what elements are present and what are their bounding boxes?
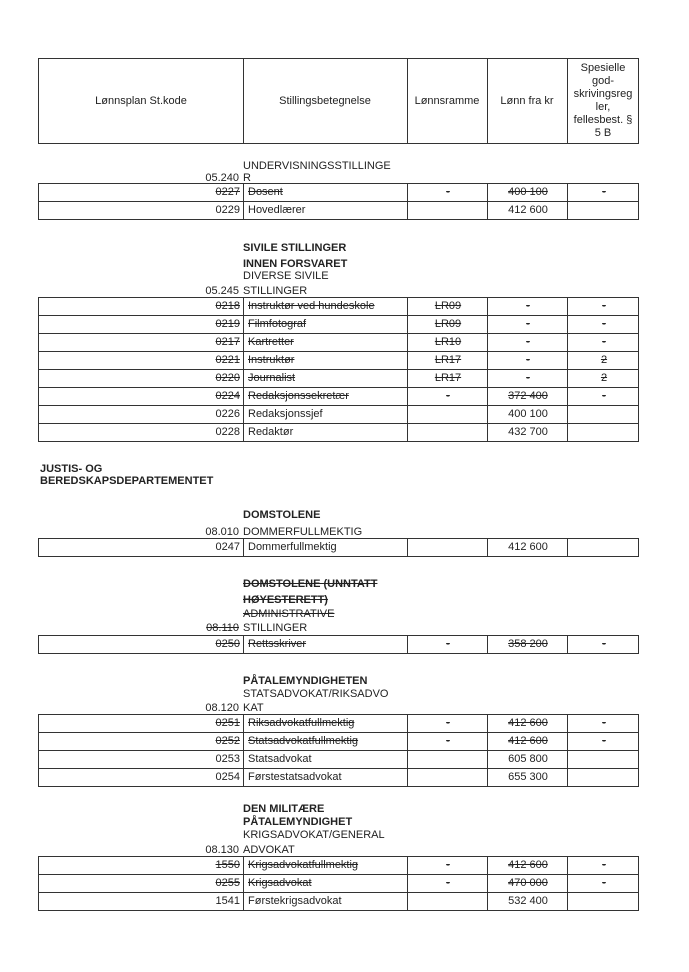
salary-from: -	[487, 334, 568, 351]
salary-from: 655 300	[487, 769, 568, 786]
position-code: 0252	[215, 735, 240, 747]
salary-from: 412 600	[487, 857, 568, 874]
section-code: 08.130	[205, 844, 239, 856]
pay-scale	[407, 424, 488, 441]
section-code: 05.240	[205, 172, 239, 184]
special-rules	[567, 406, 640, 423]
pay-scale: LR09	[407, 316, 488, 333]
salary-from: 358 200	[487, 636, 568, 653]
section-title: KRIGSADVOKAT/GENERAL	[243, 829, 385, 841]
position-name: Dommerfullmektig	[243, 539, 408, 556]
section-title: KAT	[243, 702, 264, 714]
salary-from: -	[487, 316, 568, 333]
salary-from: -	[487, 352, 568, 369]
section-title: STATSADVOKAT/RIKSADVO	[243, 688, 389, 700]
pay-scale	[407, 406, 488, 423]
special-rules: -	[567, 733, 640, 750]
table-row	[39, 539, 638, 556]
special-rules: -	[567, 636, 640, 653]
position-code: 1550	[215, 859, 240, 871]
header-lonnsplan: Lønnsplan St.kode	[39, 59, 244, 143]
section-title: ADVOKAT	[243, 844, 295, 856]
pay-scale	[407, 202, 488, 219]
header-spesielle: Spesielle god-skrivingsreg ler, fellesbest. § 5 B	[573, 62, 633, 139]
special-rules: 2	[567, 352, 640, 369]
pay-scale: -	[407, 733, 488, 750]
special-rules: -	[567, 184, 640, 201]
table-row	[39, 733, 638, 751]
table-row	[39, 636, 638, 653]
table-header	[38, 58, 639, 144]
section-title: INNEN FORSVARET	[243, 258, 348, 270]
pay-scale: -	[407, 875, 488, 892]
position-name: Instruktør	[243, 352, 408, 369]
section-title: DOMMERFULLMEKTIG	[243, 526, 363, 538]
table-row	[39, 334, 638, 352]
pay-scale: -	[407, 857, 488, 874]
pay-scale	[407, 893, 488, 910]
position-code: 0220	[215, 372, 240, 384]
table	[38, 714, 639, 787]
pay-scale	[407, 751, 488, 768]
section-title: PÅTALEMYNDIGHETEN	[243, 675, 368, 687]
salary-from: 400 100	[487, 406, 568, 423]
table-row	[39, 316, 638, 334]
position-code: 0229	[215, 204, 240, 216]
pay-scale: -	[407, 184, 488, 201]
salary-from: 605 800	[487, 751, 568, 768]
section-title: UNDERVISNINGSSTILLINGE	[243, 160, 391, 172]
table	[38, 183, 639, 220]
section-title: PÅTALEMYNDIGHET	[243, 816, 353, 828]
position-name: Førstekrigsadvokat	[243, 893, 408, 910]
section-title: DIVERSE SIVILE	[243, 270, 329, 282]
pay-scale: -	[407, 636, 488, 653]
position-code: 0255	[215, 877, 240, 889]
table-row	[39, 751, 638, 769]
table	[38, 538, 639, 557]
position-code: 1541	[215, 895, 240, 907]
header-lonn-fra: Lønn fra kr	[487, 59, 568, 143]
special-rules: -	[567, 857, 640, 874]
position-name: Instruktør ved hundeskole	[243, 298, 408, 315]
position-code: 0250	[215, 638, 240, 650]
pay-scale	[407, 539, 488, 556]
special-rules	[567, 424, 640, 441]
position-name: Rettsskriver	[243, 636, 408, 653]
special-rules: -	[567, 875, 640, 892]
position-name: Redaksjonssjef	[243, 406, 408, 423]
position-code: 0251	[215, 717, 240, 729]
section-code: 05.245	[205, 285, 239, 297]
section-title: ADMINISTRATIVE	[243, 608, 335, 620]
table-row	[39, 184, 638, 202]
salary-from: -	[487, 370, 568, 387]
table-row	[39, 406, 638, 424]
position-name: Redaktør	[243, 424, 408, 441]
special-rules	[567, 769, 640, 786]
section-title: STILLINGER	[243, 285, 308, 297]
table-row	[39, 857, 638, 875]
position-name: Journalist	[243, 370, 408, 387]
table-row	[39, 298, 638, 316]
salary-from: 372 400	[487, 388, 568, 405]
position-code: 0227	[215, 186, 240, 198]
pay-scale	[407, 769, 488, 786]
special-rules	[567, 539, 640, 556]
header-stillingsbetegnelse: Stillingsbetegnelse	[243, 59, 408, 143]
salary-from: 532 400	[487, 893, 568, 910]
position-code: 0254	[215, 771, 240, 783]
section-title: DOMSTOLENE	[243, 509, 321, 521]
pay-scale: LR09	[407, 298, 488, 315]
special-rules: -	[567, 316, 640, 333]
special-rules	[567, 202, 640, 219]
position-code: 0217	[215, 336, 240, 348]
special-rules: -	[567, 334, 640, 351]
pay-scale: LR10	[407, 334, 488, 351]
salary-from: 412 600	[487, 733, 568, 750]
position-name: Hovedlærer	[243, 202, 408, 219]
department-title: JUSTIS- OG	[40, 463, 103, 475]
special-rules	[567, 893, 640, 910]
position-name: Riksadvokatfullmektig	[243, 715, 408, 732]
position-name: Redaksjonssekretær	[243, 388, 408, 405]
special-rules: -	[567, 388, 640, 405]
table-row	[39, 893, 638, 910]
special-rules: -	[567, 298, 640, 315]
salary-from: 470 000	[487, 875, 568, 892]
position-name: Dosent	[243, 184, 408, 201]
salary-from: 412 600	[487, 715, 568, 732]
salary-from: 400 100	[487, 184, 568, 201]
salary-from: 432 700	[487, 424, 568, 441]
pay-scale: LR17	[407, 370, 488, 387]
position-code: 0224	[215, 390, 240, 402]
pay-scale: LR17	[407, 352, 488, 369]
header-lonnsramme: Lønnsramme	[407, 59, 488, 143]
pay-scale: -	[407, 388, 488, 405]
salary-from: -	[487, 298, 568, 315]
special-rules: 2	[567, 370, 640, 387]
section-title: STILLINGER	[243, 622, 308, 634]
position-code: 0226	[215, 408, 240, 420]
department-title: BEREDSKAPSDEPARTEMENTET	[40, 475, 214, 487]
position-code: 0218	[215, 300, 240, 312]
section-title: HØYESTERETT)	[243, 594, 328, 606]
position-name: Førstestatsadvokat	[243, 769, 408, 786]
position-code: 0219	[215, 318, 240, 330]
position-name: Statsadvokatfullmektig	[243, 733, 408, 750]
section-title: SIVILE STILLINGER	[243, 242, 347, 254]
position-name: Krigsadvokatfullmektig	[243, 857, 408, 874]
position-code: 0221	[215, 354, 240, 366]
section-title: DEN MILITÆRE	[243, 803, 325, 815]
table-row	[39, 424, 638, 441]
table-row	[39, 769, 638, 786]
section-code: 08.010	[205, 526, 239, 538]
section-code: 08.120	[205, 702, 239, 714]
table-row	[39, 370, 638, 388]
salary-from: 412 600	[487, 539, 568, 556]
position-code: 0253	[215, 753, 240, 765]
position-code: 0247	[215, 541, 240, 553]
position-name: Krigsadvokat	[243, 875, 408, 892]
table-row	[39, 352, 638, 370]
position-name: Kartretter	[243, 334, 408, 351]
table	[38, 635, 639, 654]
special-rules: -	[567, 715, 640, 732]
section-title: R	[243, 172, 251, 184]
special-rules	[567, 751, 640, 768]
position-name: Statsadvokat	[243, 751, 408, 768]
section-title: DOMSTOLENE (UNNTATT	[243, 578, 378, 590]
pay-scale: -	[407, 715, 488, 732]
table-row	[39, 715, 638, 733]
table	[38, 856, 639, 911]
position-code: 0228	[215, 426, 240, 438]
table-row	[39, 875, 638, 893]
table	[38, 297, 639, 442]
salary-from: 412 600	[487, 202, 568, 219]
section-code: 08.110	[206, 622, 239, 634]
table-row	[39, 202, 638, 219]
position-name: Filmfotograf	[243, 316, 408, 333]
table-row	[39, 388, 638, 406]
